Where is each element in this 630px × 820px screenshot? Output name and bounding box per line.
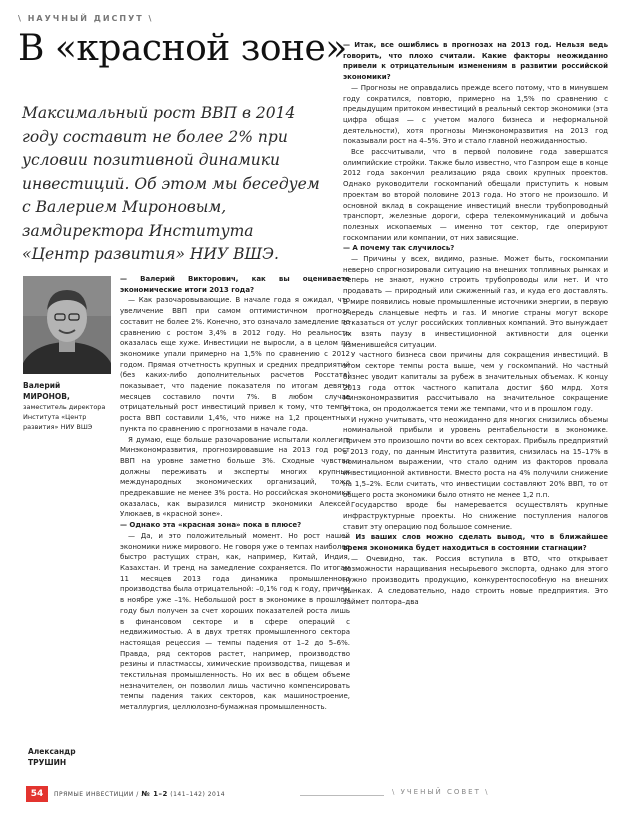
portrait-image (23, 276, 111, 374)
issue-detail: (141–142) 2014 (170, 791, 226, 798)
answer-paragraph: — Очевидно, так. Россия вступила в ВТО, что открывает возможности наращивания несырьевого экспорта, однако для этого нужно производить продукцию, конкурентоспособную на внешних рынках. А следовательно, надо строить новые предприятия. Это займет полтора–два (343, 554, 608, 606)
article-lead: Максимальный рост ВВП в 2014 году составит не более 2% при условии позитивной динамики инвестиций. Об этом мы беседуем с Валерием Мироновым, замдиректора Института «Центр развития» НИУ ВШЭ. (22, 104, 320, 263)
interviewee-position: заместитель директора Института «Центр развития» НИУ ВШЭ (23, 403, 106, 431)
interviewer-first-name: Александр (28, 747, 76, 756)
article-title: В «красной зоне» (18, 28, 347, 69)
interviewer-byline (28, 746, 76, 768)
question-paragraph: — Из ваших слов можно сделать вывод, что в ближайшее время экономика будет находиться в состоянии стагнации? (343, 533, 608, 553)
question-paragraph: — Валерий Викторович, как вы оцениваете экономические итоги 2013 года? (120, 275, 350, 294)
issue-number: № 1–2 (141, 790, 168, 798)
answer-paragraph: У частного бизнеса свои причины для сокращения инвестиций. В этом секторе темпы роста выше, чем у госкомпаний. Но частный бизнес уводит капиталы за рубеж в значительных объемах. К концу 2013 года отток частного капитала достиг $60 млрд. Хотя Минэкономразвития рассчитывало на значительное сокращение оттока, он продолжается теми же темпами, что и в прошлом году. (343, 351, 608, 413)
interviewee-first-name: Валерий (23, 381, 61, 390)
answer-paragraph: — Да, и это положительный момент. Но рост нашей экономики ниже мирового. Не говоря уже о темпах наиболее быстро растущих стран, как, например, Китай, Индия, Казахстан. И тренд на замедление сохраняется. По итогам 11 месяцев 2013 года динамика промышленного производства была отрицательной: –0,1% год к году, причем в ноябре уже –1%. Небольшой рост в экономике в прошлом году был получен за счет хороших показателей роста лишь в финансовом секторе и в сфере операций с недвижимостью. А в двух третях промышленного сектора настоящая рецессия — темпы падения от 1–2 до 5–6%. Правда, ряд секторов растет, например, производство резины и пластмассы, химические производства, пищевая и текстильная промышленность. Но их вес в общем объеме незначителен, он позволил лишь частично компенсировать темпы падения таких секторов, как машиностроение, металлургия, целлюлозно-бумажная промышленность. (120, 531, 350, 712)
answer-paragraph: Я думаю, еще больше разочарование испытали коллеги в Минэкономразвития, прогнозировавшие на 2013 год рост ВВП на уровне заметно больше 3%. Сходные чувства должны переживать и эксперты многих крупных международных экономических организаций, тоже предрекавшие не менее 3% роста. Но российская экономика оказалась, как выразился министр экономики Алексей Улюкаев, в «красной зоне». (120, 435, 350, 519)
answer-paragraph: Все рассчитывали, что в первой половине года завершатся олимпийские стройки. Также было известно, что Газпром еще в конце 2012 года закончил реализацию ряда своих крупных проектов. Однако руководители госкомпаний обещали приступить к новым проектам во второй половине 2013 года. Но этого не произошло. И основной вклад в сокращение инвестиций внесли трубопроводный транспорт, железные дороги, сфера телекоммуникаций и добыча полезных ископаемых — именно тот сектор, где оперируют госкомпании или компании, от них зависящие. (343, 148, 608, 242)
question-paragraph: — Итак, все ошиблись в прогнозах на 2013 год. Нельзя ведь говорить, что плохо считали. Какие факторы неожиданно привели к отрицательным изменениям в развитии российской экономики? (343, 41, 608, 82)
question-paragraph: — А почему так случилось? (343, 244, 455, 253)
footer-rubric: \ УЧЕНЫЙ СОВЕТ \ (392, 788, 490, 796)
publication-info: ПРЯМЫЕ ИНВЕСТИЦИИ / № 1–2 (141–142) 2014 (54, 790, 226, 798)
answer-paragraph: — Прогнозы не оправдались прежде всего потому, что в минувшем году сократился, повторю, примерно на 1,5% по сравнению с предыдущим притоком инвестиций в реальный сектор экономики (эта цифра общая — с учетом малого бизнеса и неформальной деятельности), хотя прогнозы Минэкономразвития на 2013 год показывали рост на 4–5%. Это и стало главной неожиданностью. (343, 83, 608, 146)
section-kicker: \ НАУЧНЫЙ ДИСПУТ \ (18, 14, 154, 23)
answer-paragraph: Государство вроде бы намеревается осуществлять крупные инфраструктурные проекты. Но снижение поступления налогов ставит эту операцию под большое сомнение. (343, 501, 608, 531)
footer-divider (300, 795, 384, 796)
interviewee-caption (23, 380, 113, 432)
middle-text-column (120, 274, 350, 774)
answer-paragraph: — Причины у всех, видимо, разные. Может быть, госкомпании неверно спрогнозировали ситуацию на внешних топливных рынках и теперь не знают, нужно строить трубопроводы или нет. И что продавать — природный или сжиженный газ, и куда его доставлять. В мире появились новые промышленные источники энергии, в первую очередь сланцевые нефть и газ. И многие страны могут вскоре отказаться от услуг российских топливных компаний. Это вынуждает их взять паузу в инвестиционной активности для оценки изменившейся ситуации. (343, 255, 608, 349)
question-paragraph: — Однако эта «красная зона» пока в плюсе? (120, 521, 302, 530)
interviewer-last-name: ТРУШИН (28, 758, 67, 767)
answer-paragraph: И нужно учитывать, что неожиданно для многих снизились объемы номинальной прибыли и уровень рентабельности в экономике. Причем это произошло почти во всех секторах. Прибыль предприятий в 2013 году, по данным Института развития, снизилась на 15–17% в номинальном выражении, что стало одним из факторов провала инвестиционной активности. Вместо роста на 4% получили снижение на 1,5–2%. Если считать, что инвестиции составляют 20% ВВП, то от общего роста экономики было отнято не менее 1,2 п.п. (343, 415, 608, 499)
publication-name: ПРЯМЫЕ ИНВЕСТИЦИИ (54, 791, 134, 798)
interviewee-photo (23, 276, 111, 374)
page-number: 54 (26, 786, 48, 802)
answer-paragraph: — Как разочаровывающие. В начале года я ожидал, что увеличение ВВП при самом оптимистичном прогнозе составит не более 2%. Конечно, это означало замедление по сравнению с ростом 3,4% в 2012 году. Но реальность оказалась еще хуже. Инвестиции не выросли, а в целом по экономике упали примерно на 1,5% по сравнению с 2012 годом. Прямая отчетность крупных и средних предприятий (без каких-либо дополнительных расчетов Росстата) показывает, что падение показателя по итогам девяти месяцев составило почти 7%. В любом случае отрицательный рост инвестиций привел к тому, что темпы роста ВВП составили 1,4%, что ниже на 1,2 процентных пункта по сравнению с прогнозами в начале года. (120, 296, 350, 433)
right-text-column (343, 40, 608, 772)
interviewee-last-name: МИРОНОВ, (23, 392, 70, 401)
